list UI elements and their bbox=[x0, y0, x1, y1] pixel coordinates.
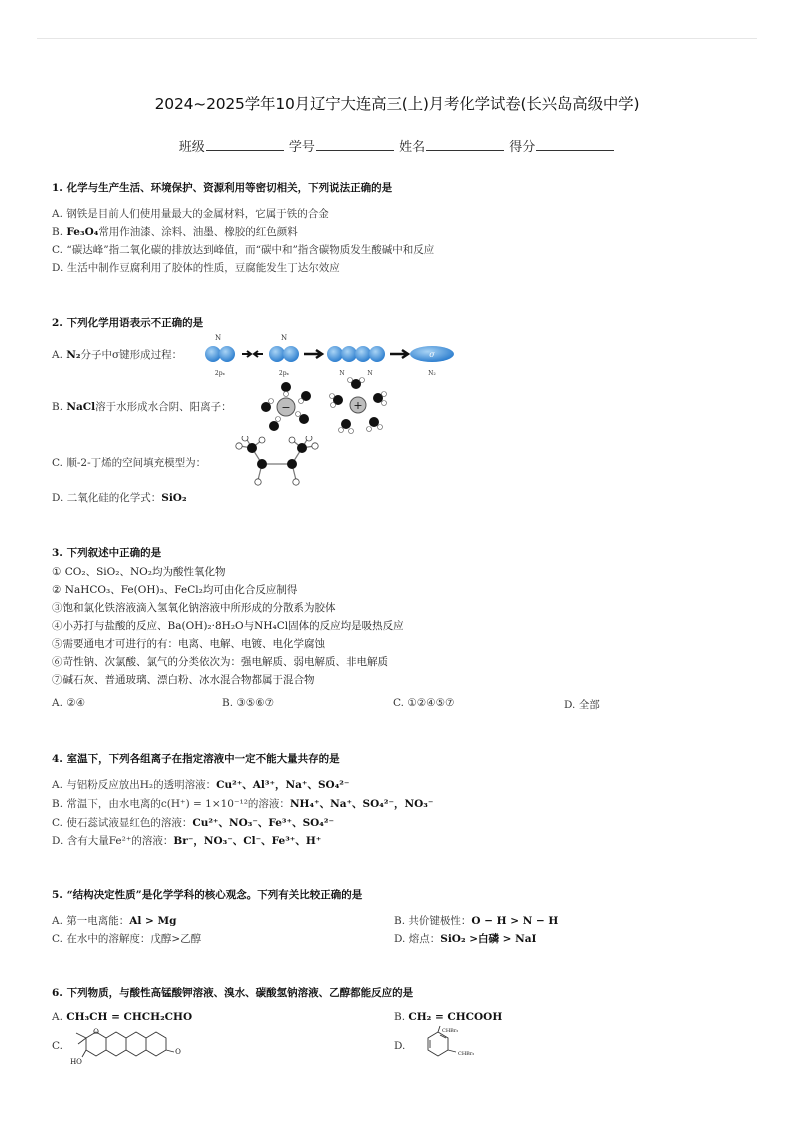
class-blank[interactable] bbox=[206, 138, 284, 151]
q4-option-d[interactable] bbox=[52, 833, 321, 848]
q4-c-ions: Cu²⁺、NO₃⁻、Fe³⁺、SO₄²⁻ bbox=[192, 817, 335, 829]
q1-b-text: 常用作油漆、涂料、油墨、橡胶的红色颜料 bbox=[98, 226, 298, 238]
q4-b-text: B. 常温下，由水电离的c(H⁺) = 1×10⁻¹²的溶液： bbox=[52, 798, 290, 810]
p-orbital-lobe bbox=[369, 346, 385, 362]
orbital-label-2px: 2pₓ bbox=[214, 370, 226, 377]
q1-option-b[interactable] bbox=[52, 224, 298, 239]
q1-option-a[interactable]: A. 钢铁是目前人们使用量最大的金属材料，它属于铁的合金 bbox=[52, 208, 329, 220]
arrow-left-icon bbox=[254, 351, 263, 357]
p-orbital-lobe bbox=[341, 346, 357, 362]
q6-c-structure bbox=[70, 1024, 190, 1066]
q5-a-formula: Al > Mg bbox=[129, 915, 177, 927]
cis-2-butene-model bbox=[232, 436, 327, 492]
substituent-label-side: CHBr₂ bbox=[458, 1051, 475, 1057]
molecule-label-n2: N₂ bbox=[428, 370, 436, 377]
q3-item: ⑥苛性钠、次氯酸、氯气的分类依次为：强电解质、弱电解质、非电解质 bbox=[52, 656, 388, 668]
anion-charge: − bbox=[281, 401, 291, 414]
q6-b-label: B. bbox=[394, 1011, 406, 1023]
p-orbital-lobe bbox=[219, 346, 235, 362]
class-label: 班级 bbox=[178, 140, 205, 155]
q5-b-formula: O − H > N − H bbox=[471, 915, 559, 927]
orbital-label-2px: 2pₓ bbox=[278, 370, 290, 377]
q3-stem: 3. 下列叙述中正确的是 bbox=[52, 547, 162, 559]
q6-a-formula: CH₃CH = CHCH₂CHO bbox=[66, 1011, 193, 1023]
q2-a-label: A. bbox=[52, 349, 63, 361]
atom-label-n3: N bbox=[339, 370, 345, 377]
q3-item: ② NaHCO₃、Fe(OH)₃、FeCl₂均可由化合反应制得 bbox=[52, 584, 298, 596]
q5-stem: 5. “结构决定性质”是化学学科的核心观念。下列有关比较正确的是 bbox=[52, 889, 363, 901]
score-label: 得分 bbox=[509, 140, 536, 155]
atom-label-n4: N bbox=[367, 370, 373, 377]
name-label: 姓名 bbox=[399, 140, 426, 155]
hydrogen-atoms bbox=[236, 436, 318, 485]
p-orbital-lobe bbox=[205, 346, 221, 362]
q6-d-structure bbox=[408, 1024, 488, 1068]
p-orbital-lobe bbox=[269, 346, 285, 362]
q3-option-c[interactable]: C. ①②④⑤⑦ bbox=[393, 697, 455, 709]
q5-option-b[interactable] bbox=[394, 913, 558, 928]
q2-option-d[interactable] bbox=[52, 490, 187, 505]
q5-d-text: D. 熔点： bbox=[394, 933, 441, 945]
arrow-right-icon bbox=[304, 350, 322, 358]
q6-stem: 6. 下列物质，与酸性高锰酸钾溶液、溴水、碳酸氢钠溶液、乙醇都能反应的是 bbox=[52, 987, 414, 999]
q3-item: ① CO₂、SiO₂、NO₂均为酸性氧化物 bbox=[52, 566, 226, 578]
score-blank[interactable] bbox=[536, 138, 614, 151]
q5-a-text: A. 第一电离能： bbox=[52, 915, 130, 927]
carbon-atoms bbox=[247, 443, 307, 469]
q2-d-formula: SiO₂ bbox=[161, 492, 187, 504]
atom-label-n2: N bbox=[280, 334, 288, 342]
q2-a-formula: N₂ bbox=[66, 349, 81, 361]
q2-option-b[interactable] bbox=[52, 399, 232, 414]
student-info-line bbox=[0, 136, 794, 155]
sigma-bond-diagram bbox=[200, 333, 465, 379]
p-orbital-lobe bbox=[283, 346, 299, 362]
q2-option-c[interactable]: C. 顺-2-丁烯的空间填充模型为： bbox=[52, 457, 207, 469]
q4-option-b[interactable] bbox=[52, 796, 433, 811]
q3-option-a[interactable]: A. ②④ bbox=[52, 697, 86, 709]
q6-option-b[interactable] bbox=[394, 1011, 502, 1023]
q6-a-label: A. bbox=[52, 1011, 63, 1023]
q4-b-ions: NH₄⁺、Na⁺、SO₄²⁻，NO₃⁻ bbox=[289, 798, 434, 810]
q5-d-formula: SiO₂ >白磷 > NaI bbox=[440, 933, 537, 945]
header-rule bbox=[37, 38, 757, 39]
q2-stem: 2. 下列化学用语表示不正确的是 bbox=[52, 317, 204, 329]
q5-option-d[interactable] bbox=[394, 931, 536, 946]
q2-a-text: 分子中σ键形成过程： bbox=[80, 349, 183, 361]
arrow-right-icon bbox=[390, 350, 408, 358]
q4-a-text: A. 与铝粉反应放出H₂的透明溶液： bbox=[52, 779, 217, 791]
p-orbital-lobe bbox=[355, 346, 371, 362]
name-blank[interactable] bbox=[426, 138, 504, 151]
q4-stem: 4. 室温下，下列各组离子在指定溶液中一定不能大量共存的是 bbox=[52, 753, 340, 765]
q4-c-text: C. 使石蕊试液显红色的溶液： bbox=[52, 817, 193, 829]
q3-option-d[interactable]: D. 全部 bbox=[564, 699, 600, 711]
q1-option-d[interactable]: D. 生活中制作豆腐利用了胶体的性质，豆腐能发生丁达尔效应 bbox=[52, 262, 340, 274]
substituent-label-top: CHBr₂ bbox=[442, 1028, 459, 1034]
hydroxyl-label: HO bbox=[70, 1058, 82, 1066]
ring-oxygen-label: O bbox=[93, 1028, 99, 1036]
q1-b-label: B. bbox=[52, 226, 64, 238]
q2-b-formula: NaCl bbox=[66, 401, 96, 413]
q3-item: ⑤需要通电才可进行的有：电离、电解、电镀、电化学腐蚀 bbox=[52, 638, 325, 650]
q6-option-a[interactable] bbox=[52, 1011, 192, 1023]
id-blank[interactable] bbox=[316, 138, 394, 151]
id-label: 学号 bbox=[288, 140, 315, 155]
page-title: 2024~2025学年10月辽宁大连高三(上)月考化学试卷(长兴岛高级中学) bbox=[154, 95, 640, 113]
atom-label-n1: N bbox=[214, 334, 222, 342]
q2-b-text: 溶于水形成水合阴、阳离子： bbox=[95, 401, 232, 413]
sigma-label: σ bbox=[429, 350, 435, 359]
q2-d-text: D. 二氧化硅的化学式： bbox=[52, 492, 162, 504]
q5-option-a[interactable] bbox=[52, 913, 176, 928]
q2-b-label: B. bbox=[52, 401, 64, 413]
q3-option-b[interactable]: B. ③⑤⑥⑦ bbox=[222, 697, 275, 709]
q5-b-text: B. 共价键极性： bbox=[394, 915, 472, 927]
q2-option-a[interactable] bbox=[52, 347, 182, 362]
arrow-right-icon bbox=[242, 351, 251, 357]
p-orbital-lobe bbox=[327, 346, 343, 362]
carbonyl-oxygen-label: O bbox=[175, 1048, 181, 1056]
q6-b-formula: CH₂ = CHCOOH bbox=[408, 1011, 503, 1023]
q4-option-c[interactable] bbox=[52, 815, 334, 830]
q3-item: ⑦碱石灰、普通玻璃、漂白粉、冰水混合物都属于混合物 bbox=[52, 674, 315, 686]
q4-d-ions: Br⁻，NO₃⁻、Cl⁻、Fe³⁺、H⁺ bbox=[173, 835, 322, 847]
cation-charge: + bbox=[353, 399, 363, 412]
q6-option-c[interactable]: C. bbox=[52, 1040, 63, 1052]
q4-a-ions: Cu²⁺、Al³⁺，Na⁺、SO₄²⁻ bbox=[216, 779, 350, 791]
q4-option-a[interactable] bbox=[52, 777, 349, 792]
q5-option-c[interactable]: C. 在水中的溶解度：戊醇>乙醇 bbox=[52, 933, 202, 945]
q6-option-d[interactable]: D. bbox=[394, 1040, 406, 1052]
q1-stem: 1. 化学与生产生活、环境保护、资源利用等密切相关，下列说法正确的是 bbox=[52, 182, 393, 194]
q1-b-formula: Fe₃O₄ bbox=[66, 226, 99, 238]
q4-d-text: D. 含有大量Fe²⁺的溶液： bbox=[52, 835, 174, 847]
hydrated-ions-diagram bbox=[256, 374, 391, 436]
q3-item: ④小苏打与盐酸的反应、Ba(OH)₂·8H₂O与NH₄Cl固体的反应均是吸热反应 bbox=[52, 620, 404, 632]
q1-option-c[interactable]: C. “碳达峰”指二氧化碳的排放达到峰值，而“碳中和”指含碳物质发生酸碱中和反应 bbox=[52, 244, 435, 256]
q3-item: ③饱和氯化铁溶液滴入氢氧化钠溶液中所形成的分散系为胶体 bbox=[52, 602, 336, 614]
